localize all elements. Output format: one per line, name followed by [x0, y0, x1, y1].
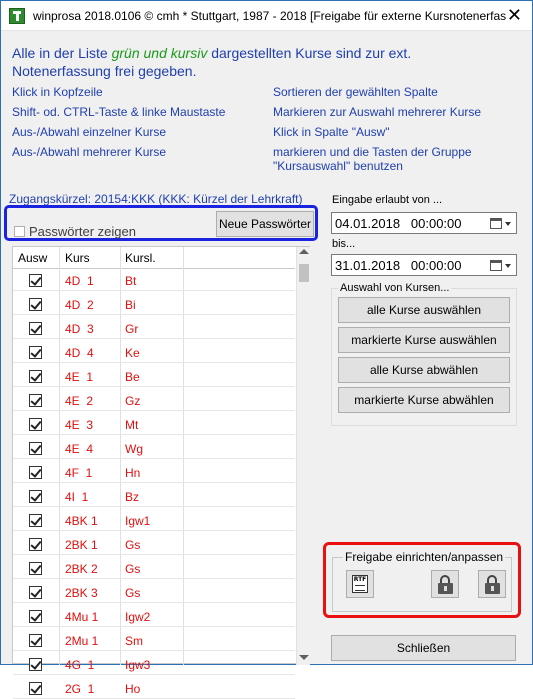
kurs-cell: 4G 1 [65, 658, 95, 672]
deselect-all-courses-button[interactable]: alle Kurse abwählen [338, 357, 510, 383]
kurs-cell: 2BK 1 [65, 538, 98, 552]
from-datetime-picker[interactable] [331, 212, 517, 234]
table-row[interactable] [13, 678, 295, 699]
deselect-marked-courses-button[interactable]: markierte Kurse abwählen [338, 387, 510, 413]
calendar-icon[interactable] [490, 218, 502, 229]
kurs-cell: 4D 2 [65, 298, 94, 312]
select-all-courses-button[interactable]: alle Kurse auswählen [338, 297, 510, 323]
ausw-checkbox[interactable] [29, 418, 42, 431]
release-group [332, 550, 512, 612]
ausw-checkbox[interactable] [29, 466, 42, 479]
kursl-cell: Gz [125, 394, 141, 408]
kursl-cell: Igw2 [125, 610, 151, 624]
intro-part1: Alle in der Liste [12, 45, 112, 61]
kursl-cell: Gs [125, 586, 141, 600]
kurs-cell: 4E 3 [65, 418, 94, 432]
from-datetime-value[interactable]: 04.01.2018 00:00:00 [335, 216, 462, 231]
kursl-cell: Gs [125, 562, 141, 576]
kursl-cell: Bi [125, 298, 136, 312]
kurs-cell: 4BK 1 [65, 514, 98, 528]
table-row[interactable] [13, 342, 295, 363]
help-right-3: Klick in Spalte "Ausw" [273, 125, 390, 139]
table-row[interactable] [13, 462, 295, 483]
kurs-cell: 4D 3 [65, 322, 94, 336]
kurs-cell: 4E 1 [65, 370, 94, 384]
table-row[interactable] [13, 318, 295, 339]
kurs-cell: 4E 4 [65, 442, 94, 456]
kurs-cell: 2G 1 [65, 682, 95, 696]
table-row[interactable] [13, 486, 295, 507]
select-marked-courses-button[interactable]: markierte Kurse auswählen [338, 327, 510, 353]
kurs-cell: 2BK 2 [65, 562, 98, 576]
table-row[interactable] [13, 390, 295, 411]
ausw-checkbox[interactable] [29, 274, 42, 287]
ausw-checkbox[interactable] [29, 610, 42, 623]
table-row[interactable] [13, 414, 295, 435]
calendar-icon[interactable] [490, 260, 502, 271]
course-selection-title: Auswahl von Kursen... [340, 282, 450, 294]
app-icon [9, 8, 25, 24]
course-selection-group [331, 282, 517, 426]
chevron-down-icon[interactable] [505, 264, 511, 268]
help-left-2: Shift- od. CTRL-Taste & linke Maustaste [12, 105, 226, 119]
kurs-cell: 2BK 3 [65, 586, 98, 600]
rtf-export-button[interactable] [346, 570, 374, 598]
rtf-export-icon [352, 575, 368, 593]
ausw-checkbox[interactable] [29, 634, 42, 647]
release-highlight-frame [323, 542, 521, 618]
column-header-kurs[interactable]: Kurs [65, 251, 90, 265]
ausw-checkbox[interactable] [29, 442, 42, 455]
help-right-4: markieren und die Tasten der Gruppe [273, 145, 472, 159]
kursl-cell: Ho [125, 682, 141, 696]
help-right-2: Markieren zur Auswahl mehrerer Kurse [273, 105, 482, 119]
kurs-cell: 4Mu 1 [65, 610, 99, 624]
scroll-thumb[interactable] [299, 264, 309, 282]
help-left-4: Aus-/Abwahl mehrerer Kurse [12, 145, 167, 159]
chevron-down-icon[interactable] [505, 222, 511, 226]
kursl-cell: Be [125, 370, 140, 384]
kursl-cell: Gs [125, 538, 141, 552]
rtf-icon-lines [355, 585, 365, 591]
scroll-up-arrow-icon[interactable] [299, 249, 309, 254]
table-row[interactable] [13, 630, 295, 651]
help-left-1: Klick in Kopfzeile [12, 85, 103, 99]
kurs-cell: 4D 1 [65, 274, 94, 288]
password-panel [4, 205, 318, 241]
course-table[interactable] [12, 246, 310, 696]
ausw-checkbox[interactable] [29, 370, 42, 383]
kursl-cell: Wg [125, 442, 143, 456]
kurs-cell: 4D 4 [65, 346, 94, 360]
rtf-icon-label: RTF [353, 576, 367, 583]
scroll-down-arrow-icon[interactable] [299, 655, 309, 660]
kurs-cell: 4F 1 [65, 466, 93, 480]
kurs-cell: 2Mu 1 [65, 634, 99, 648]
intro-part2: dargestellten Kurse sind zur ext. [207, 45, 412, 61]
ausw-checkbox[interactable] [29, 586, 42, 599]
kurs-cell: 4E 2 [65, 394, 94, 408]
new-passwords-button[interactable]: Neue Passwörter [216, 211, 314, 237]
table-row[interactable] [13, 654, 295, 675]
kursl-cell: Igw3 [125, 658, 151, 672]
ausw-checkbox[interactable] [29, 298, 42, 311]
table-row[interactable] [13, 558, 295, 579]
lock-button-1[interactable] [431, 570, 459, 598]
kursl-cell: Mt [125, 418, 139, 432]
kursl-cell: Sm [125, 634, 143, 648]
table-row[interactable] [13, 606, 295, 627]
column-header-ausw[interactable]: Ausw [18, 251, 48, 265]
table-row[interactable] [13, 534, 295, 555]
kursl-cell: Bt [125, 274, 137, 288]
ausw-checkbox[interactable] [29, 514, 42, 527]
ausw-checkbox[interactable] [29, 490, 42, 503]
ausw-checkbox[interactable] [29, 322, 42, 335]
ausw-checkbox[interactable] [29, 658, 42, 671]
lock-button-2[interactable] [478, 570, 506, 598]
ausw-checkbox[interactable] [29, 538, 42, 551]
to-datetime-picker[interactable] [331, 254, 517, 276]
kursl-cell: Hn [125, 466, 141, 480]
to-label: bis... [332, 238, 356, 250]
show-passwords-checkbox[interactable] [14, 226, 25, 237]
ausw-checkbox[interactable] [29, 562, 42, 575]
ausw-checkbox[interactable] [29, 346, 42, 359]
show-passwords-label[interactable]: Passwörter zeigen [29, 224, 136, 239]
access-code-label: Zugangskürzel: 20154:KKK (KKK: Kürzel der Lehrkraft) [9, 192, 303, 206]
title-bar [1, 1, 532, 31]
from-label: Eingabe erlaubt von ... [332, 194, 443, 206]
lock-keyhole [444, 586, 447, 591]
help-left-3: Aus-/Abwahl einzelner Kurse [12, 125, 167, 139]
kursl-cell: Ke [125, 346, 140, 360]
dialog-content [1, 32, 532, 696]
to-datetime-value[interactable]: 31.01.2018 00:00:00 [335, 258, 462, 273]
help-right-4b: "Kursauswahl" benutzen [273, 159, 403, 173]
table-row[interactable] [13, 270, 295, 291]
lock-icon-body [485, 583, 500, 594]
table-header[interactable] [13, 247, 295, 269]
ausw-checkbox[interactable] [29, 682, 42, 695]
release-title: Freigabe einrichten/anpassen [345, 550, 504, 564]
close-window-icon[interactable]: ✕ [506, 5, 522, 25]
kursl-cell: Igw1 [125, 514, 151, 528]
table-row[interactable] [13, 510, 295, 531]
table-row[interactable] [13, 366, 295, 387]
table-row[interactable] [13, 582, 295, 603]
help-right-1: Sortieren der gewählten Spalte [273, 85, 438, 99]
column-header-kursl[interactable]: Kursl. [125, 251, 156, 265]
intro-highlight: grün und kursiv [111, 45, 208, 61]
window-title: winprosa 2018.0106 © cmh * Stuttgart, 1987 - 2018 [Freigabe für externe Kursnotenerfas [33, 9, 507, 23]
table-row[interactable] [13, 438, 295, 459]
close-button[interactable]: Schließen [331, 635, 516, 661]
table-row[interactable] [13, 294, 295, 315]
ausw-checkbox[interactable] [29, 394, 42, 407]
kursl-cell: Bz [125, 490, 140, 504]
lock-keyhole [491, 586, 494, 591]
lock-icon-body [438, 583, 453, 594]
intro-line2: Notenerfassung frei gegeben. [12, 63, 197, 79]
intro-text [12, 44, 411, 80]
kursl-cell: Gr [125, 322, 139, 336]
kurs-cell: 4I 1 [65, 490, 89, 504]
table-scrollbar[interactable] [296, 247, 310, 665]
